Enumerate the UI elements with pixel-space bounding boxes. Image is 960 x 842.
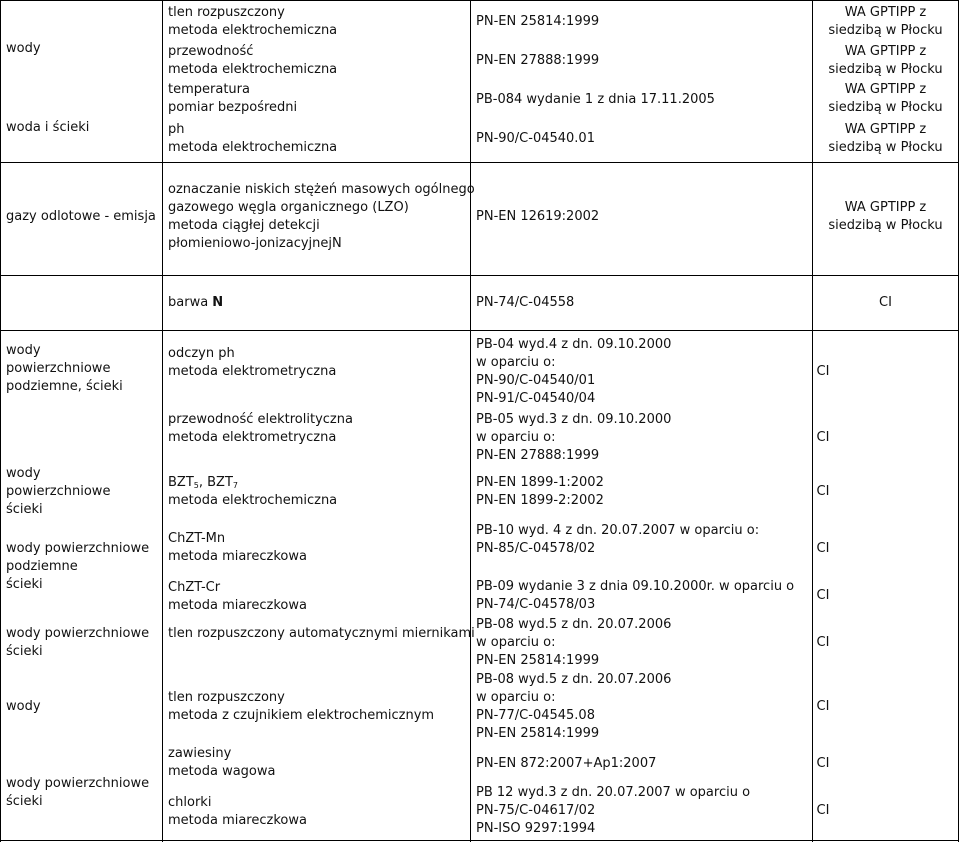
standard-line: PN-74/C-04578/03: [476, 597, 596, 612]
matrix-line: wody powierzchniowe: [6, 776, 150, 791]
lab-line: siedzibą w Płocku: [828, 62, 943, 77]
accreditation-mark: N: [212, 295, 224, 310]
method-line: zawiesiny: [168, 746, 232, 761]
lab-line: WA GPTIPP z: [844, 200, 927, 215]
method-line: gazowego węgla organicznego (LZO): [168, 200, 409, 215]
standard-line: PB-08 wyd.5 z dn. 20.07.2006: [476, 672, 672, 687]
matrix-line: ścieki: [6, 577, 43, 592]
matrix-line: ścieki: [6, 502, 43, 517]
matrix-line: wody powierzchniowe: [6, 626, 150, 641]
row-divider-top: [0, 0, 959, 1]
standard-line: w oparciu o:: [476, 635, 556, 650]
lab-code: CI: [816, 803, 830, 818]
standard-code: PN-EN 27888:1999: [476, 53, 600, 68]
method-line: metoda elektrometryczna: [168, 364, 337, 379]
matrix-line: ścieki: [6, 794, 43, 809]
lab-code: CI: [816, 588, 830, 603]
standard-line: PN-90/C-04540/01: [476, 373, 596, 388]
method-line: tlen rozpuszczony: [168, 5, 285, 20]
matrix-wody: wody: [6, 41, 41, 56]
standard-line: PB-10 wyd. 4 z dn. 20.07.2007 w oparciu o:: [476, 523, 760, 538]
standard-line: PB-09 wydanie 3 z dnia 09.10.2000r. w oparciu o: [476, 579, 795, 594]
method-line: odczyn ph: [168, 346, 235, 361]
standard-line: PB 12 wyd.3 z dn. 20.07.2007 w oparciu o: [476, 785, 751, 800]
row-divider-section-1: [0, 162, 959, 163]
standard-line: PN-75/C-04617/02: [476, 803, 596, 818]
method-line: ChZT-Cr: [168, 580, 221, 595]
method-line: metoda miareczkowa: [168, 813, 307, 828]
standard-line: PN-EN 27888:1999: [476, 448, 600, 463]
method-line: ChZT-Mn: [168, 531, 226, 546]
method-line: temperatura: [168, 82, 250, 97]
method-line: metoda elektrochemiczna: [168, 493, 338, 508]
standard-line: w oparciu o:: [476, 430, 556, 445]
standard-code: PN-EN 25814:1999: [476, 14, 600, 29]
matrix-line: podziemne, ścieki: [6, 379, 123, 394]
method-line: metoda elektrometryczna: [168, 430, 337, 445]
matrix-line: wody powierzchniowe: [6, 541, 150, 556]
column-divider-2: [470, 0, 471, 842]
lab-line: siedzibą w Płocku: [828, 218, 943, 233]
method-line: tlen rozpuszczony automatycznymi miernikami: [168, 626, 475, 641]
method-text: płomieniowo-jonizacyjnej: [168, 236, 333, 251]
method-line: przewodność elektrolityczna: [168, 412, 353, 427]
lab-line: WA GPTIPP z: [844, 44, 927, 59]
lab-code: CI: [816, 699, 830, 714]
standard-code: PN-EN 12619:2002: [476, 209, 600, 224]
standard-line: PB-04 wyd.4 z dn. 09.10.2000: [476, 337, 672, 352]
lab-code: CI: [816, 484, 830, 499]
method-line: przewodność: [168, 44, 254, 59]
standard-line: PB-05 wyd.3 z dn. 09.10.2000: [476, 412, 672, 427]
method-line: pomiar bezpośredni: [168, 100, 298, 115]
standard-line: PN-EN 25814:1999: [476, 653, 600, 668]
matrix-line: wody: [6, 343, 41, 358]
standard-line: PN-91/C-04540/04: [476, 391, 596, 406]
method-line: [168, 294, 223, 312]
lab-code: CI: [816, 364, 830, 379]
standard-line: w oparciu o:: [476, 690, 556, 705]
method-line: metoda ciągłej detekcji: [168, 218, 320, 233]
standard-code: PB-084 wydanie 1 z dnia 17.11.2005: [476, 92, 715, 107]
matrix-line: wody: [6, 466, 41, 481]
matrix-line: wody: [6, 699, 41, 714]
lab-line: siedzibą w Płocku: [828, 23, 943, 38]
matrix-gazy-odlotowe: gazy odlotowe - emisja: [6, 209, 156, 224]
standard-code: PN-74/C-04558: [476, 295, 575, 310]
standard-code: PN-90/C-04540.01: [476, 131, 595, 146]
row-divider-bottom: [0, 840, 959, 841]
method-line: ph: [168, 122, 185, 137]
lab-code: CI: [816, 756, 830, 771]
matrix-line: powierzchniowe: [6, 484, 111, 499]
standard-line: PN-EN 1899-1:2002: [476, 475, 604, 490]
row-divider-section-3: [0, 330, 959, 331]
method-line: metoda wagowa: [168, 764, 276, 779]
standard-line: w oparciu o:: [476, 355, 556, 370]
subscript: 7: [232, 481, 238, 490]
lab-line: siedzibą w Płocku: [828, 140, 943, 155]
row-divider-section-2: [0, 275, 959, 276]
method-text: barwa: [168, 295, 213, 310]
standard-line: PB-08 wyd.5 z dn. 20.07.2006: [476, 617, 672, 632]
standard-line: PN-85/C-04578/02: [476, 541, 596, 556]
standard-line: PN-EN 1899-2:2002: [476, 493, 604, 508]
matrix-line: ścieki: [6, 644, 43, 659]
subscript: 5: [193, 481, 199, 490]
standard-line: PN-EN 872:2007+Ap1:2007: [476, 756, 657, 771]
lab-line: WA GPTIPP z: [844, 82, 927, 97]
method-line: metoda miareczkowa: [168, 549, 307, 564]
method-text: , BZT: [198, 475, 233, 490]
lab-code: CI: [816, 541, 830, 556]
method-line: oznaczanie niskich stężeń masowych ogólnego: [168, 182, 475, 197]
method-text: BZT: [168, 475, 194, 490]
standard-line: PN-EN 25814:1999: [476, 726, 600, 741]
method-line: [168, 235, 342, 253]
method-line: tlen rozpuszczony: [168, 690, 285, 705]
accreditation-mark: N: [332, 236, 342, 251]
standard-line: PN-77/C-04545.08: [476, 708, 595, 723]
lab-line: WA GPTIPP z: [844, 122, 927, 137]
method-line: metoda miareczkowa: [168, 598, 307, 613]
method-line: metoda elektrochemiczna: [168, 23, 338, 38]
method-line: metoda elektrochemiczna: [168, 62, 338, 77]
lab-line: WA GPTIPP z: [844, 5, 927, 20]
matrix-line: powierzchniowe: [6, 361, 111, 376]
column-divider-1: [162, 0, 163, 842]
lab-line: siedzibą w Płocku: [828, 100, 943, 115]
method-line: metoda elektrochemiczna: [168, 140, 338, 155]
standard-line: PN-ISO 9297:1994: [476, 821, 596, 836]
lab-code: CI: [816, 430, 830, 445]
table-border-left: [0, 0, 1, 842]
matrix-line: podziemne: [6, 559, 78, 574]
matrix-woda-i-scieki: woda i ścieki: [6, 120, 90, 135]
lab-code: CI: [879, 295, 892, 310]
method-line: chlorki: [168, 795, 212, 810]
method-line: metoda z czujnikiem elektrochemicznym: [168, 708, 435, 723]
table-border-right: [958, 0, 959, 842]
lab-code: CI: [816, 635, 830, 650]
